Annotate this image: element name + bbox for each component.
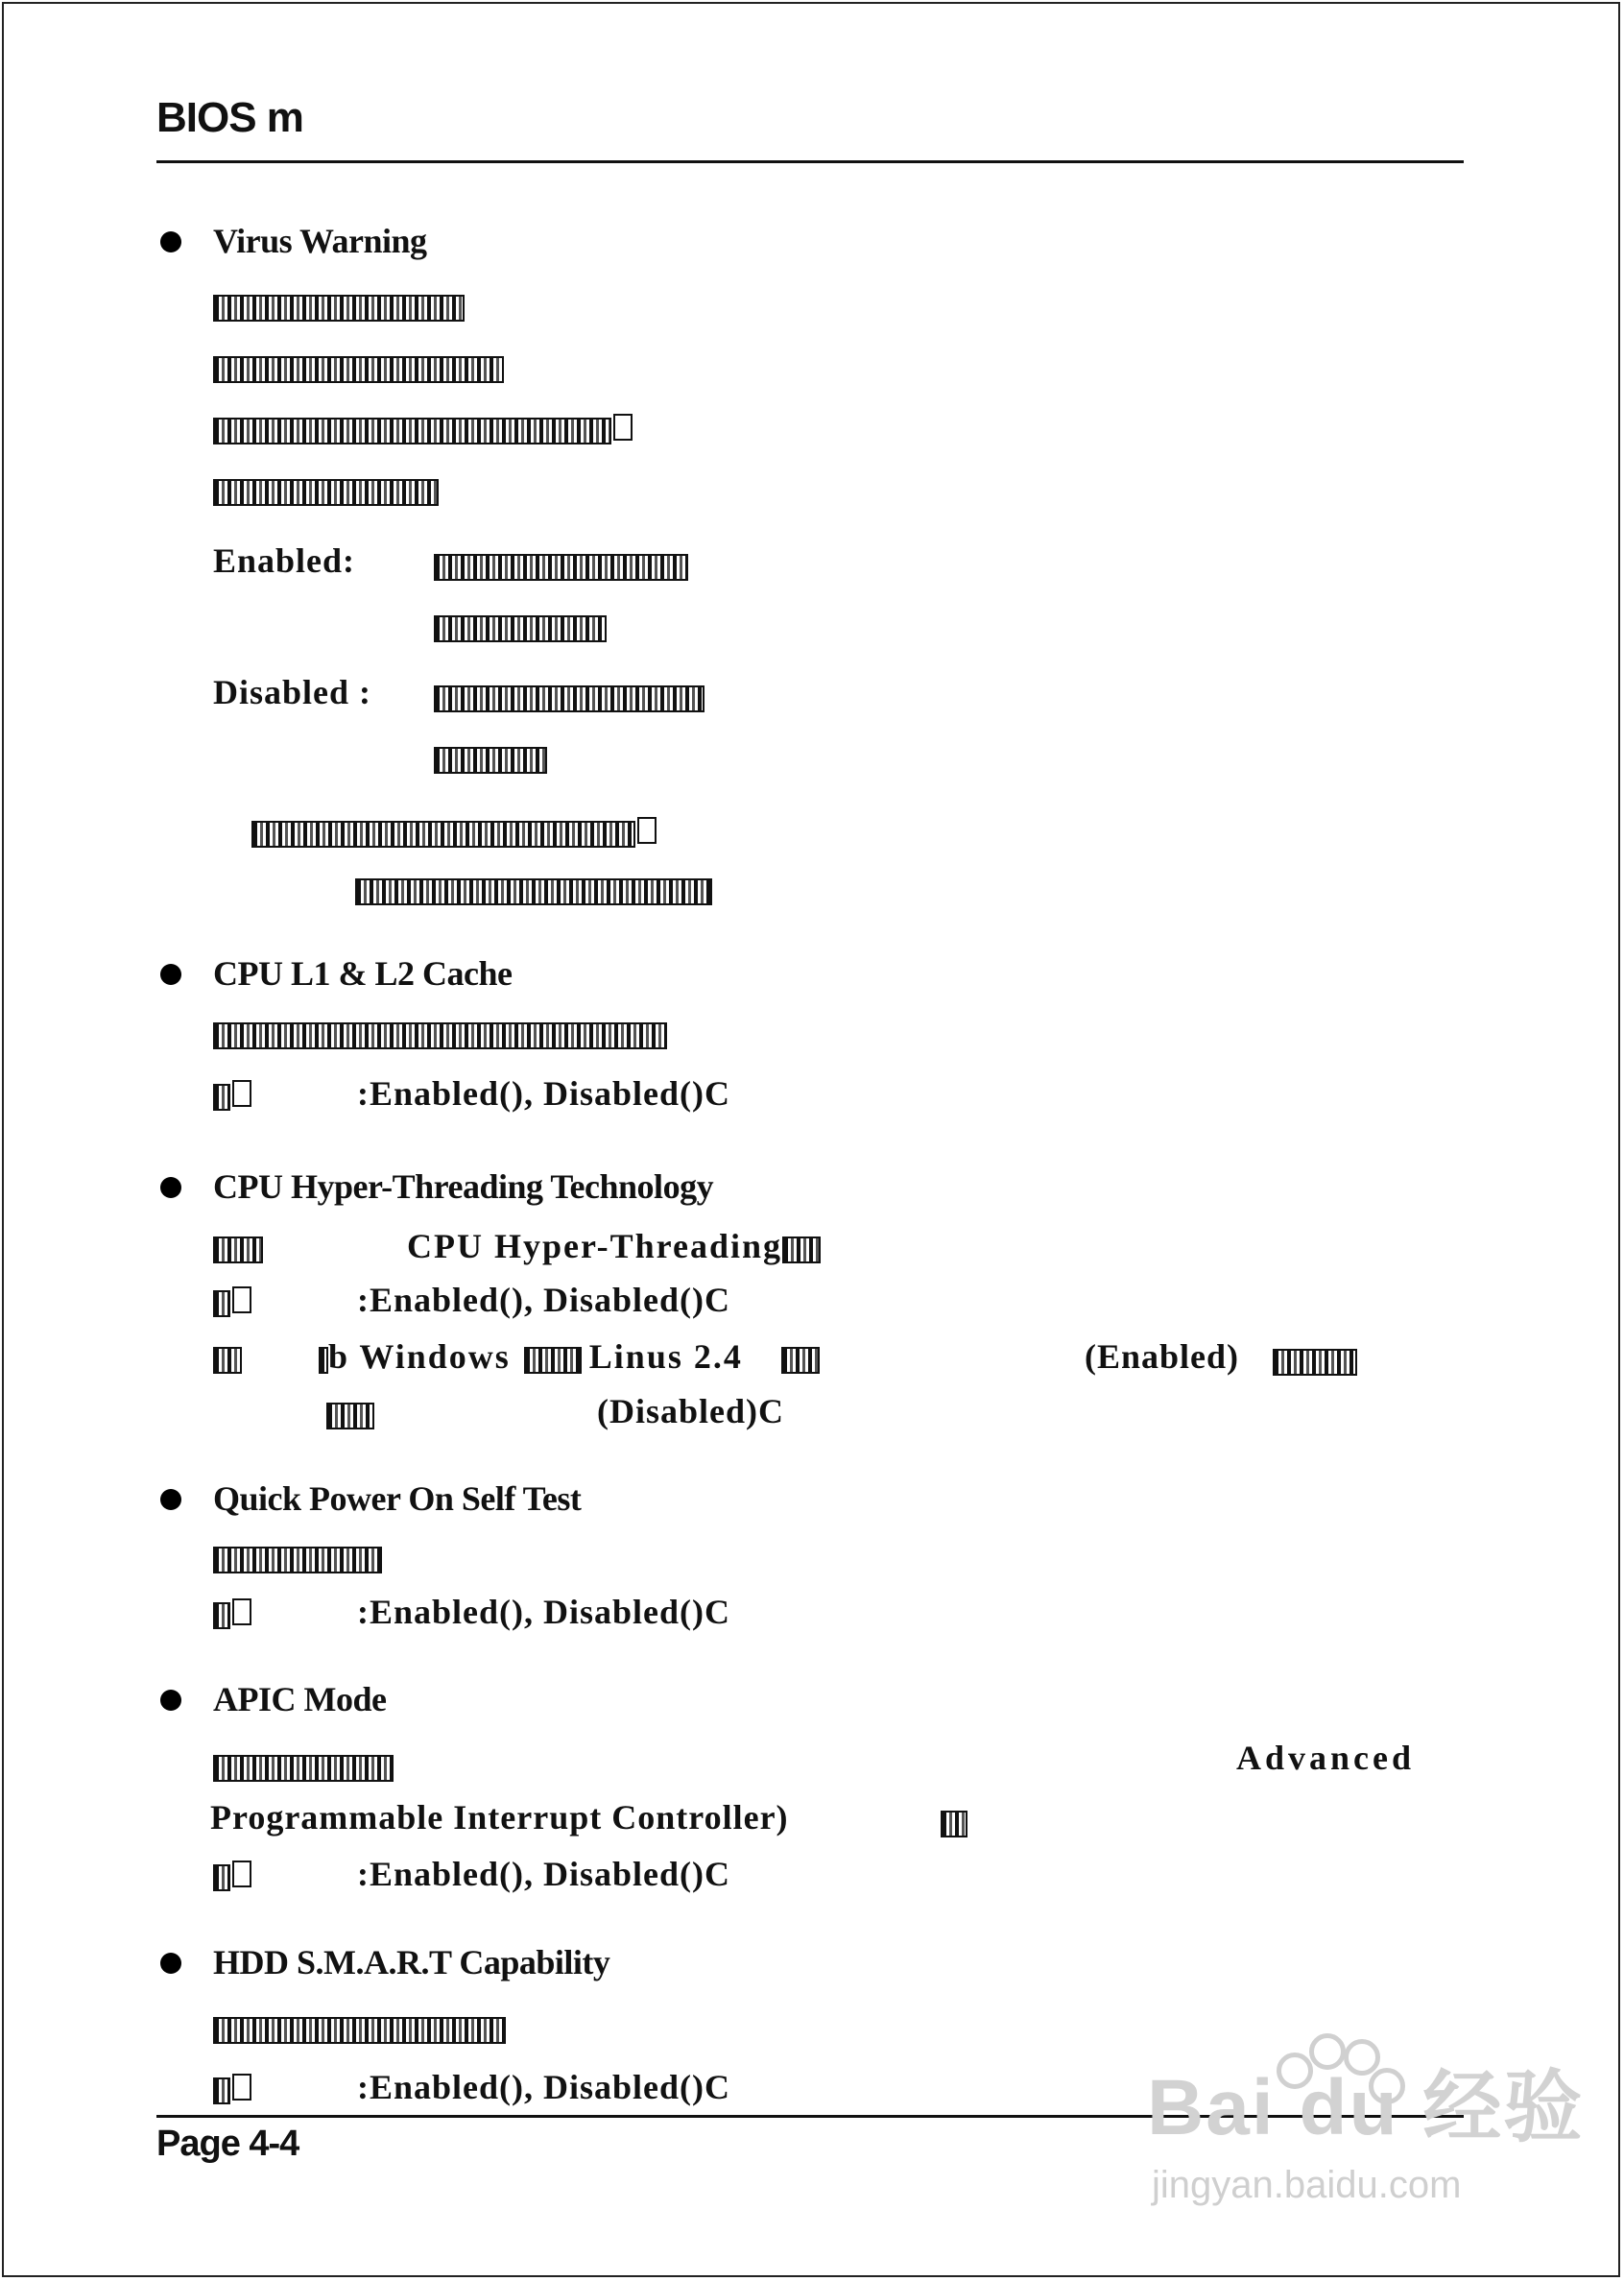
section-title-cpu-cache: CPU L1 & L2 Cache — [213, 954, 513, 993]
watermark-url: jingyan.baidu.com — [1152, 2164, 1462, 2206]
disabled-desc-line-2 — [434, 736, 547, 777]
ht-note-line-1: b Windows Linus 2.4 — [213, 1336, 820, 1377]
apic-desc-line-1 — [213, 1744, 394, 1785]
bullet — [160, 1690, 181, 1711]
section-title-virus-warning: Virus Warning — [213, 222, 427, 260]
bullet — [160, 1177, 181, 1198]
ht-note-disabled: (Disabled)C — [597, 1392, 785, 1430]
header-title: BIOS m — [156, 94, 303, 141]
enabled-desc-line-1 — [434, 543, 688, 584]
bullet — [160, 1953, 181, 1974]
bullet — [160, 231, 181, 252]
bullet — [160, 964, 181, 985]
quick-options: :Enabled(), Disabled()C — [213, 1592, 730, 1632]
apic-desc-line-2: Programmable Interrupt Controller) — [210, 1798, 789, 1837]
disabled-label: Disabled : — [213, 673, 372, 711]
apic-options: :Enabled(), Disabled()C — [213, 1854, 730, 1894]
header-rule — [156, 160, 1464, 163]
page-frame — [2, 2, 1620, 2277]
quick-desc — [213, 1536, 382, 1576]
cache-desc — [213, 1012, 667, 1052]
watermark-brand: Bai du 经验 — [1147, 2064, 1585, 2151]
virus-note-line-1 — [251, 810, 657, 851]
enabled-label: Enabled: — [213, 541, 356, 580]
bullet — [160, 1489, 181, 1510]
virus-note-line-2 — [355, 868, 712, 908]
ht-note-tail — [1273, 1338, 1357, 1379]
virus-desc-line-2 — [213, 346, 504, 386]
hdd-options: :Enabled(), Disabled()C — [213, 2067, 730, 2107]
virus-desc-line-1 — [213, 284, 465, 324]
section-title-apic-mode: APIC Mode — [213, 1680, 387, 1718]
disabled-desc-line-1 — [434, 675, 705, 715]
section-title-quick-post: Quick Power On Self Test — [213, 1479, 582, 1518]
ht-options: :Enabled(), Disabled()C — [213, 1280, 730, 1320]
cache-options: :Enabled(), Disabled()C — [213, 1073, 730, 1114]
ht-desc: CPU Hyper-Threading — [213, 1226, 821, 1266]
section-title-hdd-smart: HDD S.M.A.R.T Capability — [213, 1943, 610, 1981]
section-title-hyper-threading: CPU Hyper-Threading Technology — [213, 1167, 714, 1206]
ht-note-line-2 — [326, 1392, 374, 1432]
apic-desc-suffix — [941, 1800, 967, 1840]
virus-desc-line-3 — [213, 407, 633, 447]
virus-desc-line-4 — [213, 468, 439, 509]
enabled-desc-line-2 — [434, 605, 607, 645]
ht-note-enabled: (Enabled) — [1085, 1337, 1240, 1376]
footer-page-number: Page 4-4 — [156, 2124, 299, 2164]
hdd-desc — [213, 2006, 506, 2047]
apic-advanced: Advanced — [1236, 1739, 1416, 1777]
